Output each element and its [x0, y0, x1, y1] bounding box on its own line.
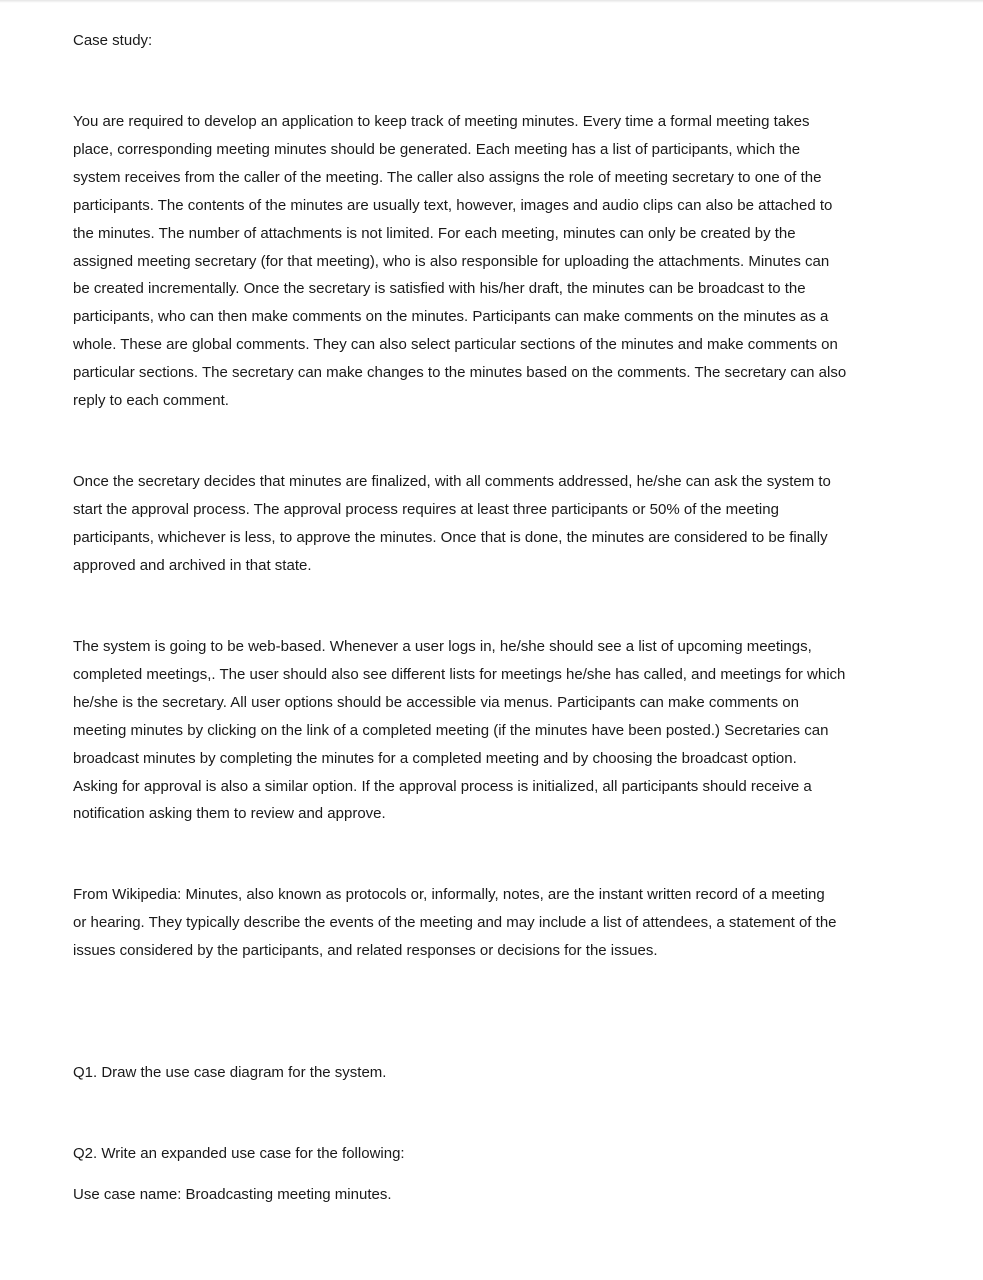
paragraph-line: notification asking them to review and approve.: [73, 805, 386, 823]
paragraph-line: Once the secretary decides that minutes are finalized, with all comments addressed, he/she can ask the system to: [73, 473, 831, 490]
case-study-heading: Case study:: [73, 32, 153, 49]
paragraph-line: The system is going to be web-based. Whenever a user logs in, he/she should see a list of upcoming meetings,: [73, 638, 812, 655]
paragraph-line: he/she is the secretary. All user options should be accessible via menus. Participants can make comments on: [73, 693, 799, 711]
paragraph-line: broadcast minutes by completing the minutes for a completed meeting and by choosing the broadcast option.: [73, 749, 797, 767]
paragraph-line: assigned meeting secretary (for that meeting), who is also responsible for uploading the attachments. Minutes can: [73, 252, 830, 270]
paragraph-line: particular sections. The secretary can make changes to the minutes based on the comments. The secretary can also: [73, 364, 847, 382]
paragraph-line: system receives from the caller of the meeting. The caller also assigns the role of meeting secretary to one of the: [73, 168, 822, 186]
paragraph-wikipedia: [73, 881, 909, 965]
paragraph-line: participants, who can then make comments on the minutes. Participants can make comments on the minutes as a: [73, 308, 829, 326]
page-top-edge: [0, 0, 983, 3]
paragraph-line: issues considered by the participants, and related responses or decisions for the issues.: [73, 941, 658, 959]
paragraph-line: approved and archived in that state.: [73, 556, 312, 574]
question-1: Q1. Draw the use case diagram for the system.: [73, 1064, 387, 1081]
paragraph-line: participants. The contents of the minutes are usually text, however, images and audio clips can also be attached to: [73, 196, 833, 214]
paragraph-web-based: [73, 633, 909, 828]
paragraph-line: place, corresponding meeting minutes should be generated. Each meeting has a list of participants, which the: [73, 140, 801, 158]
paragraph-line: whole. These are global comments. They can also select particular sections of the minutes and make comments on: [73, 336, 838, 354]
paragraph-line: meeting minutes by clicking on the link of a completed meeting (if the minutes have been posted.) Secretaries can: [73, 721, 829, 739]
paragraph-line: or hearing. They typically describe the events of the meeting and may include a list of attendees, a statement of the: [73, 913, 837, 931]
paragraph-line: Asking for approval is also a similar option. If the approval process is initialized, all participants should receive a: [73, 777, 812, 795]
paragraph-line: completed meetings,. The user should also see different lists for meetings he/she has called, and meetings for which: [73, 665, 846, 683]
question-2: Q2. Write an expanded use case for the following:: [73, 1145, 405, 1162]
paragraph-line: the minutes. The number of attachments is not limited. For each meeting, minutes can only be created by the: [73, 224, 796, 242]
paragraph-requirements: [73, 108, 909, 415]
paragraph-line: reply to each comment.: [73, 392, 229, 410]
paragraph-line: participants, whichever is less, to approve the minutes. Once that is done, the minutes are considered to be finally: [73, 528, 828, 546]
use-case-name: Use case name: Broadcasting meeting minutes.: [73, 1186, 392, 1203]
paragraph-line: be created incrementally. Once the secretary is satisfied with his/her draft, the minutes can be broadcast to the: [73, 280, 806, 298]
paragraph-line: You are required to develop an application to keep track of meeting minutes. Every time a formal meeting takes: [73, 113, 810, 130]
paragraph-line: From Wikipedia: Minutes, also known as protocols or, informally, notes, are the instant written record of a meeting: [73, 886, 825, 903]
paragraph-line: start the approval process. The approval process requires at least three participants or 50% of the meeting: [73, 500, 779, 518]
paragraph-approval: [73, 468, 909, 580]
